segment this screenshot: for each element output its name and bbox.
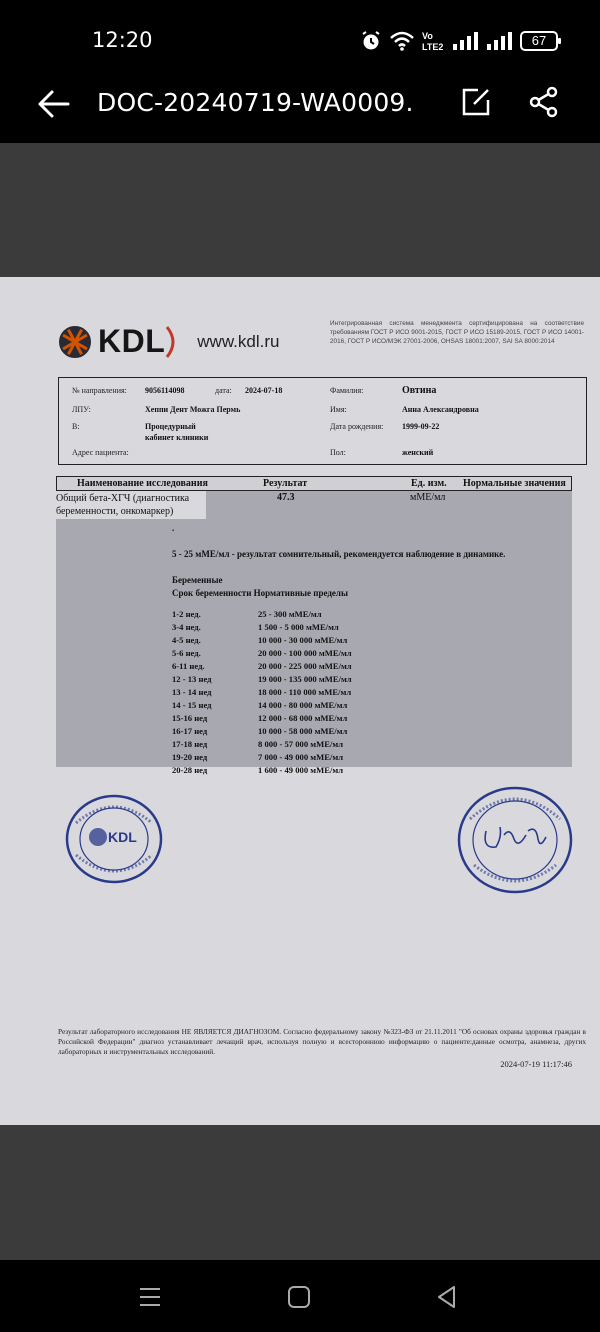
report-timestamp: 2024-07-19 11:17:46 (500, 1059, 572, 1069)
disclaimer-text: Результат лабораторного исследования НЕ ЯВЛЯЕТСЯ ДИАГНОЗОМ. Согласно федеральному закону №323-ФЗ от 21.11.2011 "Об основах охраны здоровья граждан в Российской Федерации" диагноз устанавливает лечащий врач, используя полную и всестороннюю информацию о пациенте:данные осмотра, анамнеза, других лабораторных и инструментальных исследований. (58, 1027, 586, 1056)
lpu-value: Хеппи Дент Можга Пермь (145, 405, 241, 414)
doctor-seal-stamp (456, 785, 574, 895)
dob-label: Дата рождения: (330, 422, 384, 431)
logo-chevron-icon (165, 325, 179, 359)
reference-term: 15-16 нед (172, 713, 208, 723)
reference-term: 16-17 нед (172, 726, 208, 736)
reference-term: 17-18 нед (172, 739, 208, 749)
reference-range: 25 - 300 мМЕ/мл (258, 609, 322, 619)
share-icon[interactable] (528, 86, 560, 118)
reference-term: 12 - 13 нед (172, 674, 212, 684)
kdl-logo (58, 323, 279, 360)
app-bar (0, 78, 600, 143)
reference-range: 20 000 - 100 000 мМЕ/мл (258, 648, 352, 658)
reference-term: 6-11 нед. (172, 661, 205, 671)
status-bar (0, 0, 600, 78)
status-time: 12:20 (92, 28, 153, 52)
reference-range: 14 000 - 80 000 мМЕ/мл (258, 700, 348, 710)
back-arrow-icon[interactable] (36, 86, 72, 122)
svg-text:LTE2: LTE2 (422, 42, 444, 52)
svg-text:Vo: Vo (422, 31, 433, 41)
reference-term: 13 - 14 нед (172, 687, 212, 697)
sex-value: женский (402, 448, 434, 457)
alarm-icon (360, 30, 382, 52)
reference-range: 8 000 - 57 000 мМЕ/мл (258, 739, 344, 749)
surname-label: Фамилия: (330, 386, 364, 395)
name-label: Имя: (330, 405, 347, 414)
reference-range: 1 500 - 5 000 мМЕ/мл (258, 622, 339, 632)
header-unit: Ед. изм. (411, 478, 447, 489)
name-value: Анна Александровна (402, 405, 479, 414)
wifi-icon (390, 31, 414, 51)
edit-icon[interactable] (460, 86, 492, 118)
reference-term: 4-5 нед. (172, 635, 201, 645)
date-label: дата: (215, 386, 232, 395)
address-label: Адрес пациента: (72, 448, 129, 457)
reference-term: 19-20 нед (172, 752, 208, 762)
surname-value: Овтина (402, 385, 437, 396)
to-value-line1: Процедурный (145, 422, 196, 431)
reference-range: 20 000 - 225 000 мМЕ/мл (258, 661, 352, 671)
header-name: Наименование исследования (77, 478, 208, 489)
results-header (56, 476, 572, 491)
sex-label: Пол: (330, 448, 346, 457)
home-icon[interactable] (286, 1284, 312, 1310)
volte-icon (422, 30, 444, 52)
reference-term: 5-6 нед. (172, 648, 201, 658)
reference-term: 20-28 нед (172, 765, 208, 775)
reference-term: 1-2 нед. (172, 609, 201, 619)
kdl-logo-icon (58, 325, 92, 359)
to-value-line2: кабинет клиники (145, 433, 209, 442)
test-unit: мМЕ/мл (410, 492, 446, 503)
status-icons (360, 30, 558, 52)
reference-range: 7 000 - 49 000 мМЕ/мл (258, 752, 344, 762)
dob-value: 1999-09-22 (402, 422, 440, 431)
reference-range: 18 000 - 110 000 мМЕ/мл (258, 687, 352, 697)
reference-range: 10 000 - 58 000 мМЕ/мл (258, 726, 348, 736)
certification-text: Интегрированная система менеджмента сертифицирована на соответствие требованиям ГОСТ Р ИСО 9001-2015, ГОСТ Р ИСО 15189-2015, ГОСТ Р ИСО 14001-2016, ГОСТ Р ИСО/МЭК 27001-2006, OHSAS 18001:2007, SAI SA 8000:2014 (330, 320, 584, 345)
test-name-line1: Общий бета-ХГЧ (диагностика (56, 493, 190, 504)
header-result: Результат (263, 478, 308, 489)
document-title: DOC-20240719-WA0009. (97, 88, 414, 117)
reference-range: 12 000 - 68 000 мМЕ/мл (258, 713, 348, 723)
header-norm: Нормальные значения (463, 478, 566, 489)
to-label: В: (72, 422, 80, 431)
results-table (56, 476, 572, 775)
dot-mark: . (172, 523, 175, 533)
battery-indicator: 67 (520, 31, 558, 51)
svg-text:KDL: KDL (108, 829, 137, 845)
kdl-seal-stamp (64, 793, 164, 885)
patient-info-box (58, 377, 587, 465)
results-body (56, 491, 572, 775)
logo-url: www.kdl.ru (197, 331, 280, 351)
reference-range: 1 600 - 49 000 мМЕ/мл (258, 765, 344, 775)
document-viewer[interactable] (0, 143, 600, 1260)
recent-apps-icon[interactable] (137, 1284, 163, 1310)
signal-icon-sim1 (452, 32, 478, 50)
test-name (56, 491, 206, 519)
referral-label: № направления: (72, 386, 127, 395)
logo-name: KDL (98, 323, 166, 359)
back-triangle-icon[interactable] (434, 1284, 460, 1310)
document-page (0, 277, 600, 1125)
reference-range: 19 000 - 135 000 мМЕ/мл (258, 674, 352, 684)
reference-term: 14 - 15 нед (172, 700, 212, 710)
lpu-label: ЛПУ: (72, 405, 91, 414)
test-name-line2: беременности, онкомаркер) (56, 506, 174, 517)
pregnant-title: Беременные (172, 575, 223, 585)
referral-value: 9056114098 (145, 386, 185, 395)
signature-icon (485, 827, 546, 847)
reference-table-header: Срок беременности Нормативные пределы (172, 588, 348, 598)
date-value: 2024-07-18 (245, 386, 283, 395)
navigation-bar (0, 1260, 600, 1332)
result-comment: 5 - 25 мМЕ/мл - результат сомнительный, рекомендуется наблюдение в динамике. (172, 549, 506, 559)
test-value: 47.3 (277, 492, 295, 503)
signal-icon-sim2 (486, 32, 512, 50)
reference-term: 3-4 нед. (172, 622, 201, 632)
reference-range: 10 000 - 30 000 мМЕ/мл (258, 635, 348, 645)
